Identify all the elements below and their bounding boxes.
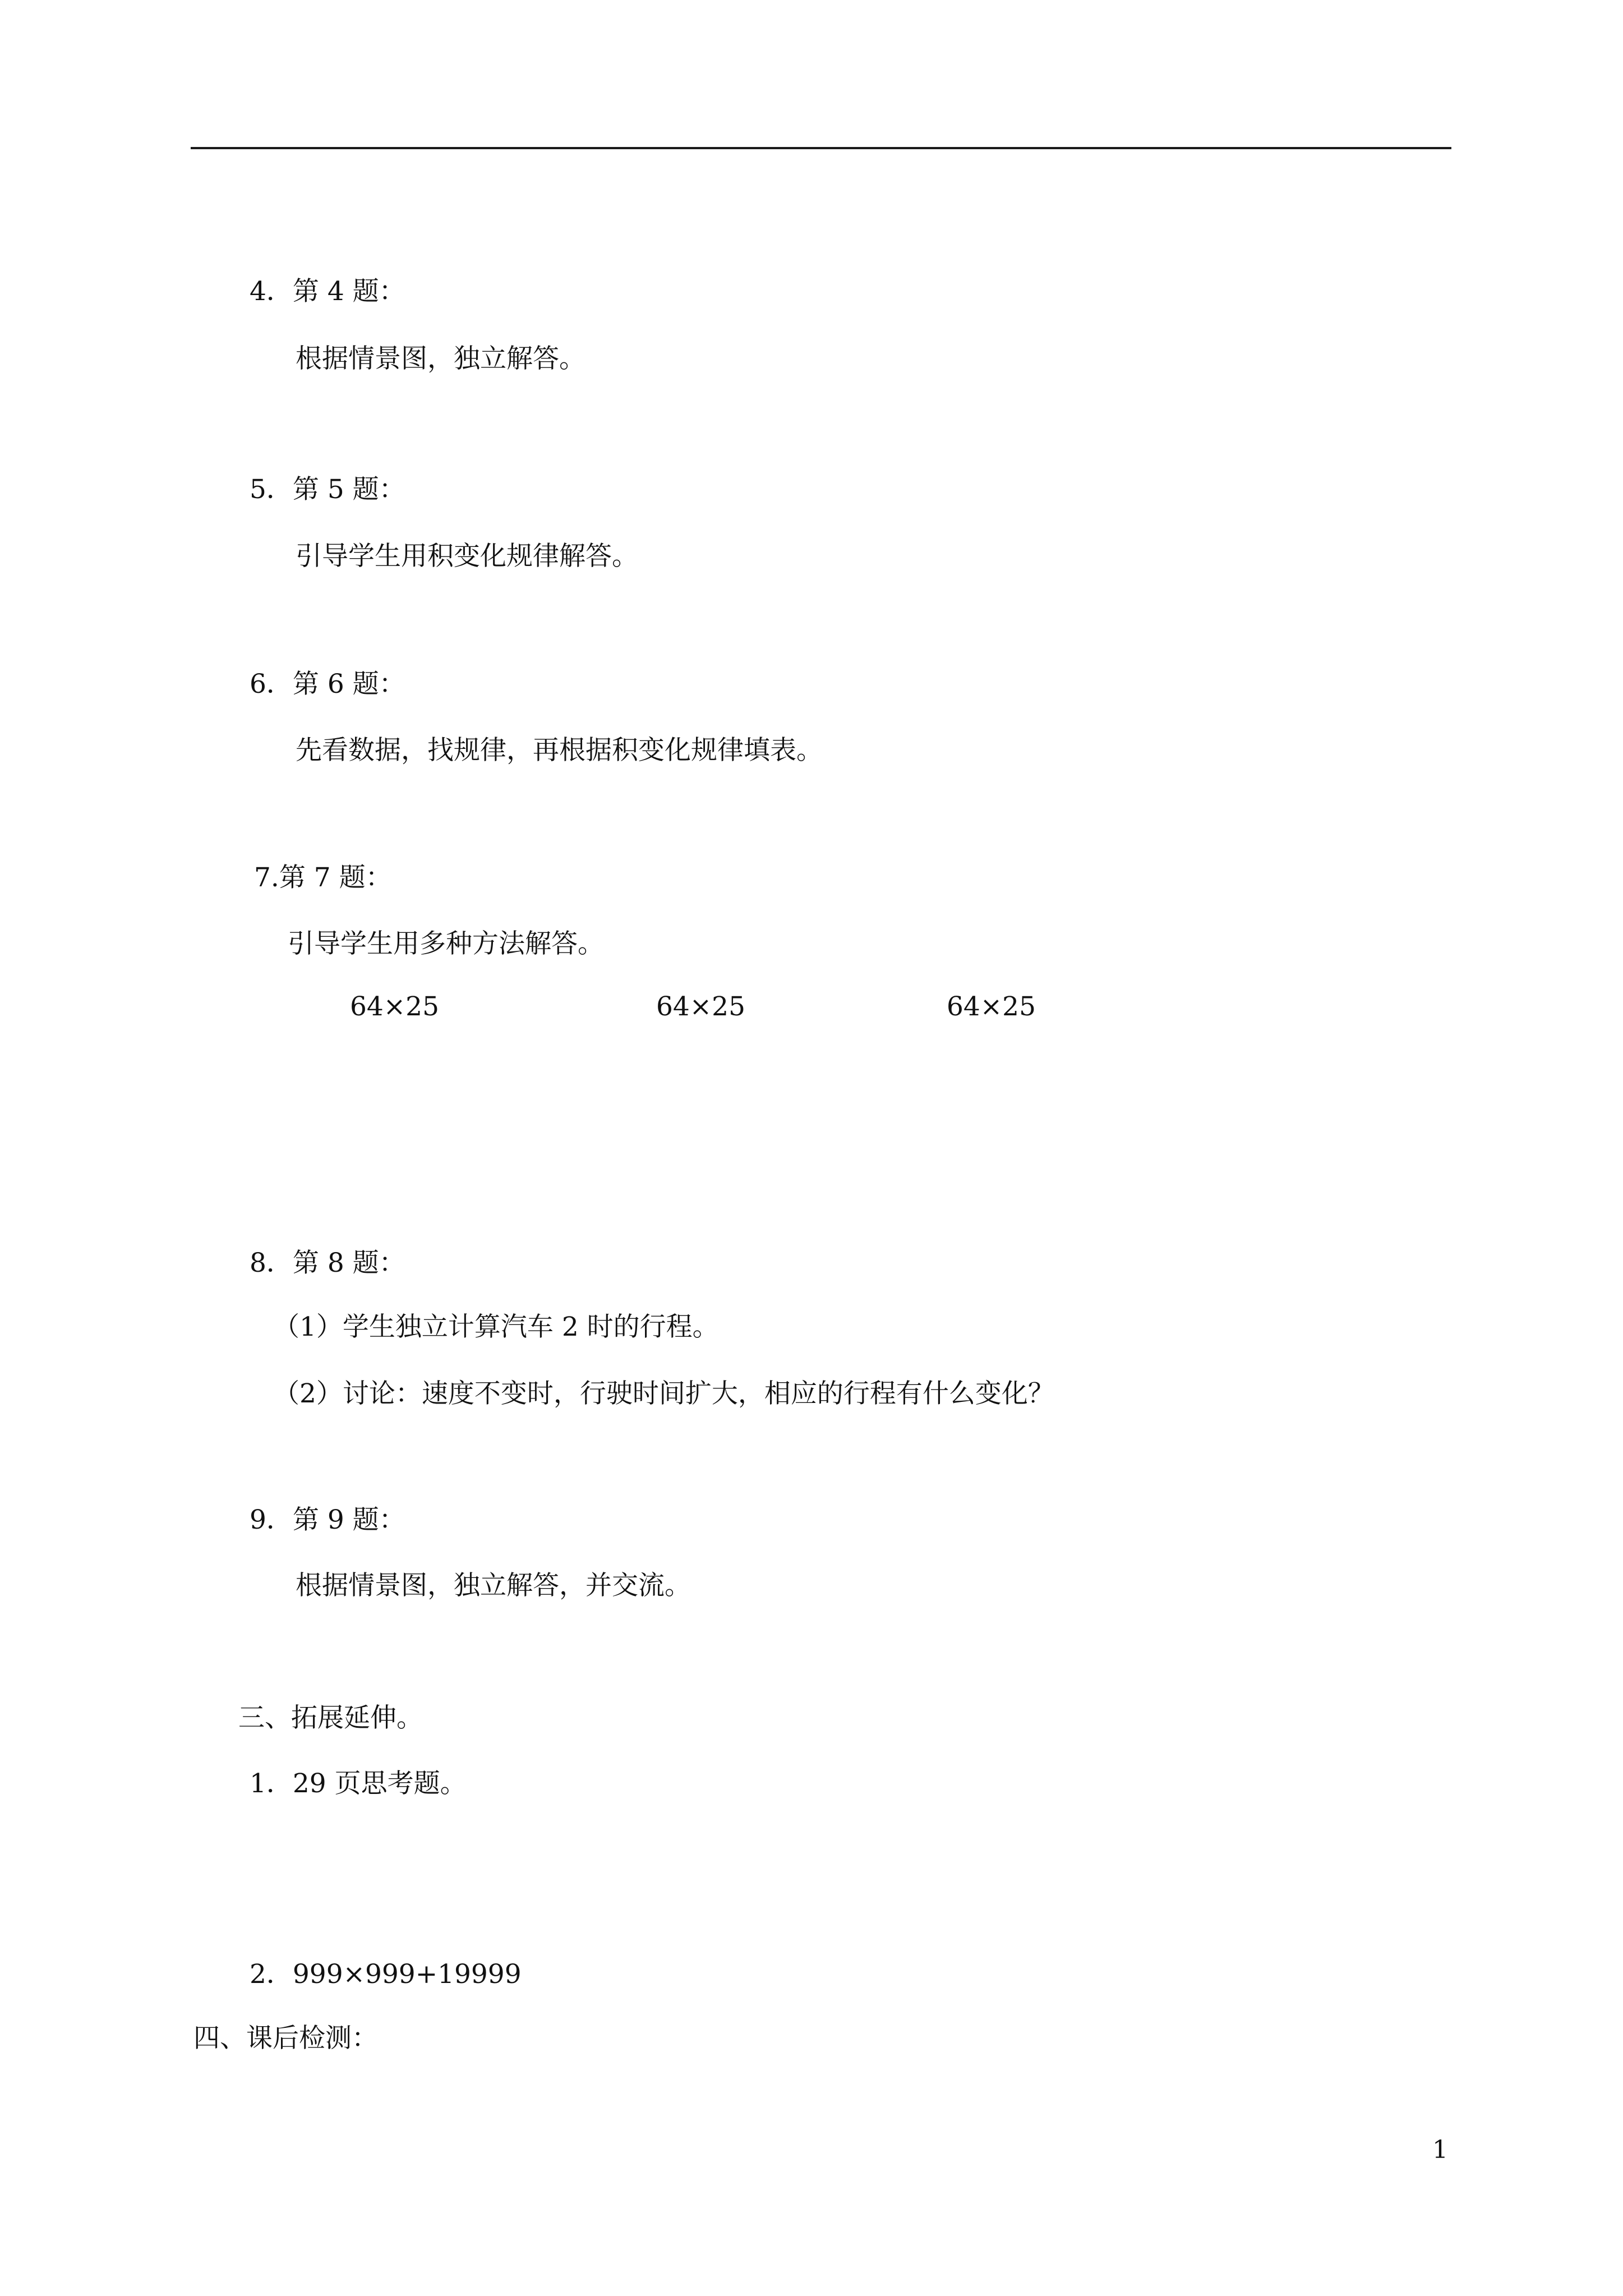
q6-text: 先看数据，找规律，再根据积变化规律填表。 bbox=[296, 735, 823, 766]
page-number: 1 bbox=[1432, 2136, 1448, 2164]
q7-expression-2: 64×25 bbox=[656, 991, 745, 1022]
extension-item-1: 1．29 页思考题。 bbox=[250, 1768, 467, 1799]
q8-part-1: （1）学生独立计算汽车 2 时的行程。 bbox=[273, 1312, 719, 1342]
q4-heading: 4．第 4 题： bbox=[250, 276, 405, 307]
q7-expression-1: 64×25 bbox=[350, 991, 439, 1022]
q4-text: 根据情景图，独立解答。 bbox=[296, 343, 585, 374]
q9-text: 根据情景图，独立解答，并交流。 bbox=[296, 1570, 691, 1601]
q7-text: 引导学生用多种方法解答。 bbox=[288, 928, 604, 959]
q7-expression-3: 64×25 bbox=[947, 991, 1036, 1022]
q9-heading: 9．第 9 题： bbox=[250, 1504, 405, 1535]
extension-item-2: 2．999×999+19999 bbox=[250, 1959, 522, 1990]
q5-text: 引导学生用积变化规律解答。 bbox=[296, 541, 638, 572]
header-rule bbox=[191, 147, 1451, 149]
q5-heading: 5．第 5 题： bbox=[250, 474, 405, 505]
q6-heading: 6．第 6 题： bbox=[250, 669, 405, 700]
extension-heading: 三、拓展延伸。 bbox=[238, 1703, 423, 1733]
q8-heading: 8．第 8 题： bbox=[250, 1248, 405, 1278]
q8-part-2: （2）讨论：速度不变时，行驶时间扩大，相应的行程有什么变化？ bbox=[273, 1378, 1054, 1409]
post-class-heading: 四、课后检测： bbox=[193, 2023, 378, 2054]
q7-heading: 7.第 7 题： bbox=[254, 862, 392, 893]
